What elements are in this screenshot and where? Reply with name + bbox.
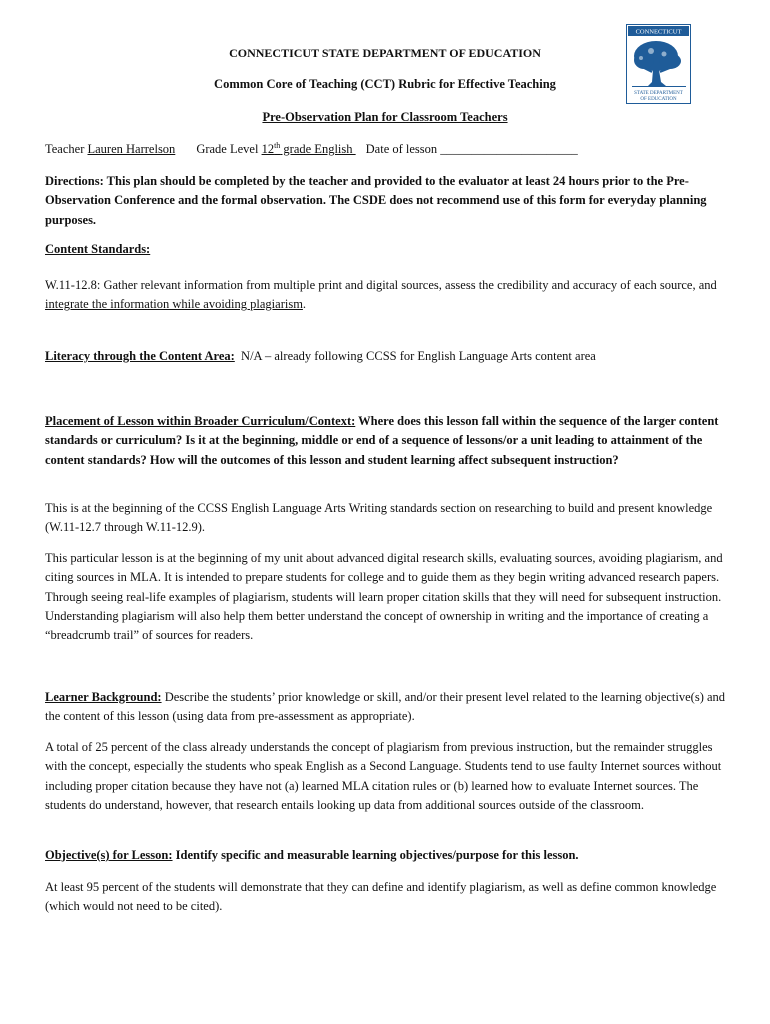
department-title: CONNECTICUT STATE DEPARTMENT OF EDUCATION	[229, 46, 541, 60]
learner-section	[45, 688, 735, 727]
logo-bottom-line2: OF EDUCATION	[640, 97, 677, 102]
objectives-heading: Objective(s) for Lesson:	[45, 848, 173, 862]
placement-section	[45, 412, 735, 470]
literacy-text: N/A – already following CCSS for English Language Arts content area	[234, 349, 596, 363]
lesson-info-line	[45, 140, 745, 159]
objectives-paragraph: At least 95 percent of the students will demonstrate that they can define and identify plagiarism, as well as define common knowledge (which would not need to be cited).	[45, 880, 717, 914]
csde-logo-icon	[626, 24, 691, 104]
logo-top-text: CONNECTICUT	[635, 28, 682, 36]
plan-title: Pre-Observation Plan for Classroom Teachers	[262, 110, 508, 124]
literacy-section	[45, 347, 735, 366]
content-standards-heading: Content Standards:	[45, 242, 151, 256]
grade-level-value: 12th grade English	[261, 141, 356, 156]
placement-heading: Placement of Lesson within Broader Curriculum/Context:	[45, 414, 356, 428]
logo-bottom-line1: STATE DEPARTMENT	[634, 91, 683, 96]
content-standards-text: W.11-12.8: Gather relevant information from multiple print and digital sources, assess the credibility and accuracy of each source, and integrate the information while avoiding plagiarism.	[45, 278, 717, 312]
date-blank: ______________________	[440, 142, 578, 156]
literacy-heading: Literacy through the Content Area:	[45, 349, 235, 363]
learner-paragraph: A total of 25 percent of the class already understands the concept of plagiarism from previous instruction, but the remainder struggles with the concept, especially the students who speak English as a Second Language. Students tend to use faulty Internet sources without including proper citation because they have not (a) learned MLA citation rules or (b) learned how to evaluate Internet sources. The students do understand, however, that research entails looking up data from additional sources outside of the classroom.	[45, 740, 722, 812]
directions-text: Directions: This plan should be completed by the teacher and provided to the evaluator at least 24 hours prior to the Pre-Observation Conference and the formal observation. The CSDE does not recommend use of this form for everyday planning purposes.	[45, 174, 707, 227]
placement-question: Where does this lesson fall within the sequence of the larger content standards or curriculum? Is it at the beginning, middle or end of a sequence of lessons/or a unit leading to attainment of the content standards? How will the outcomes of this lesson and student learning affect subsequent instruction?	[45, 414, 719, 467]
teacher-label: Teacher	[45, 142, 88, 156]
date-label: Date of lesson	[365, 142, 441, 156]
objectives-prompt: Identify specific and measurable learning objectives/purpose for this lesson.	[172, 848, 579, 862]
learner-prompt: Describe the students’ prior knowledge or skill, and/or their present level related to the learning objective(s) and the content of this lesson (using data from pre-assessment as appropriate).	[45, 690, 726, 724]
objectives-section	[45, 846, 735, 865]
placement-paragraph-2: This particular lesson is at the beginning of my unit about advanced digital research skills, evaluating sources, avoiding plagiarism, and citing sources in MLA. It is intended to prepare students for college and to guide them as they begin writing advanced research papers. Through seeing real-life examples of plagiarism, students will learn proper citation skills that they will need for subsequent instruction. Understanding plagiarism will also help them better understand the concept of ownership in writing and the importance of creating a “breadcrumb trail” of sources for readers.	[45, 551, 723, 643]
placement-paragraph-1: This is at the beginning of the CCSS English Language Arts Writing standards section on researching to build and present knowledge (W.11-12.7 through W.11-12.9).	[45, 501, 713, 535]
teacher-name: Lauren Harrelson	[87, 142, 176, 156]
rubric-title: Common Core of Teaching (CCT) Rubric for Effective Teaching	[214, 77, 556, 91]
grade-label: Grade Level	[196, 142, 262, 156]
learner-heading: Learner Background:	[45, 690, 162, 704]
